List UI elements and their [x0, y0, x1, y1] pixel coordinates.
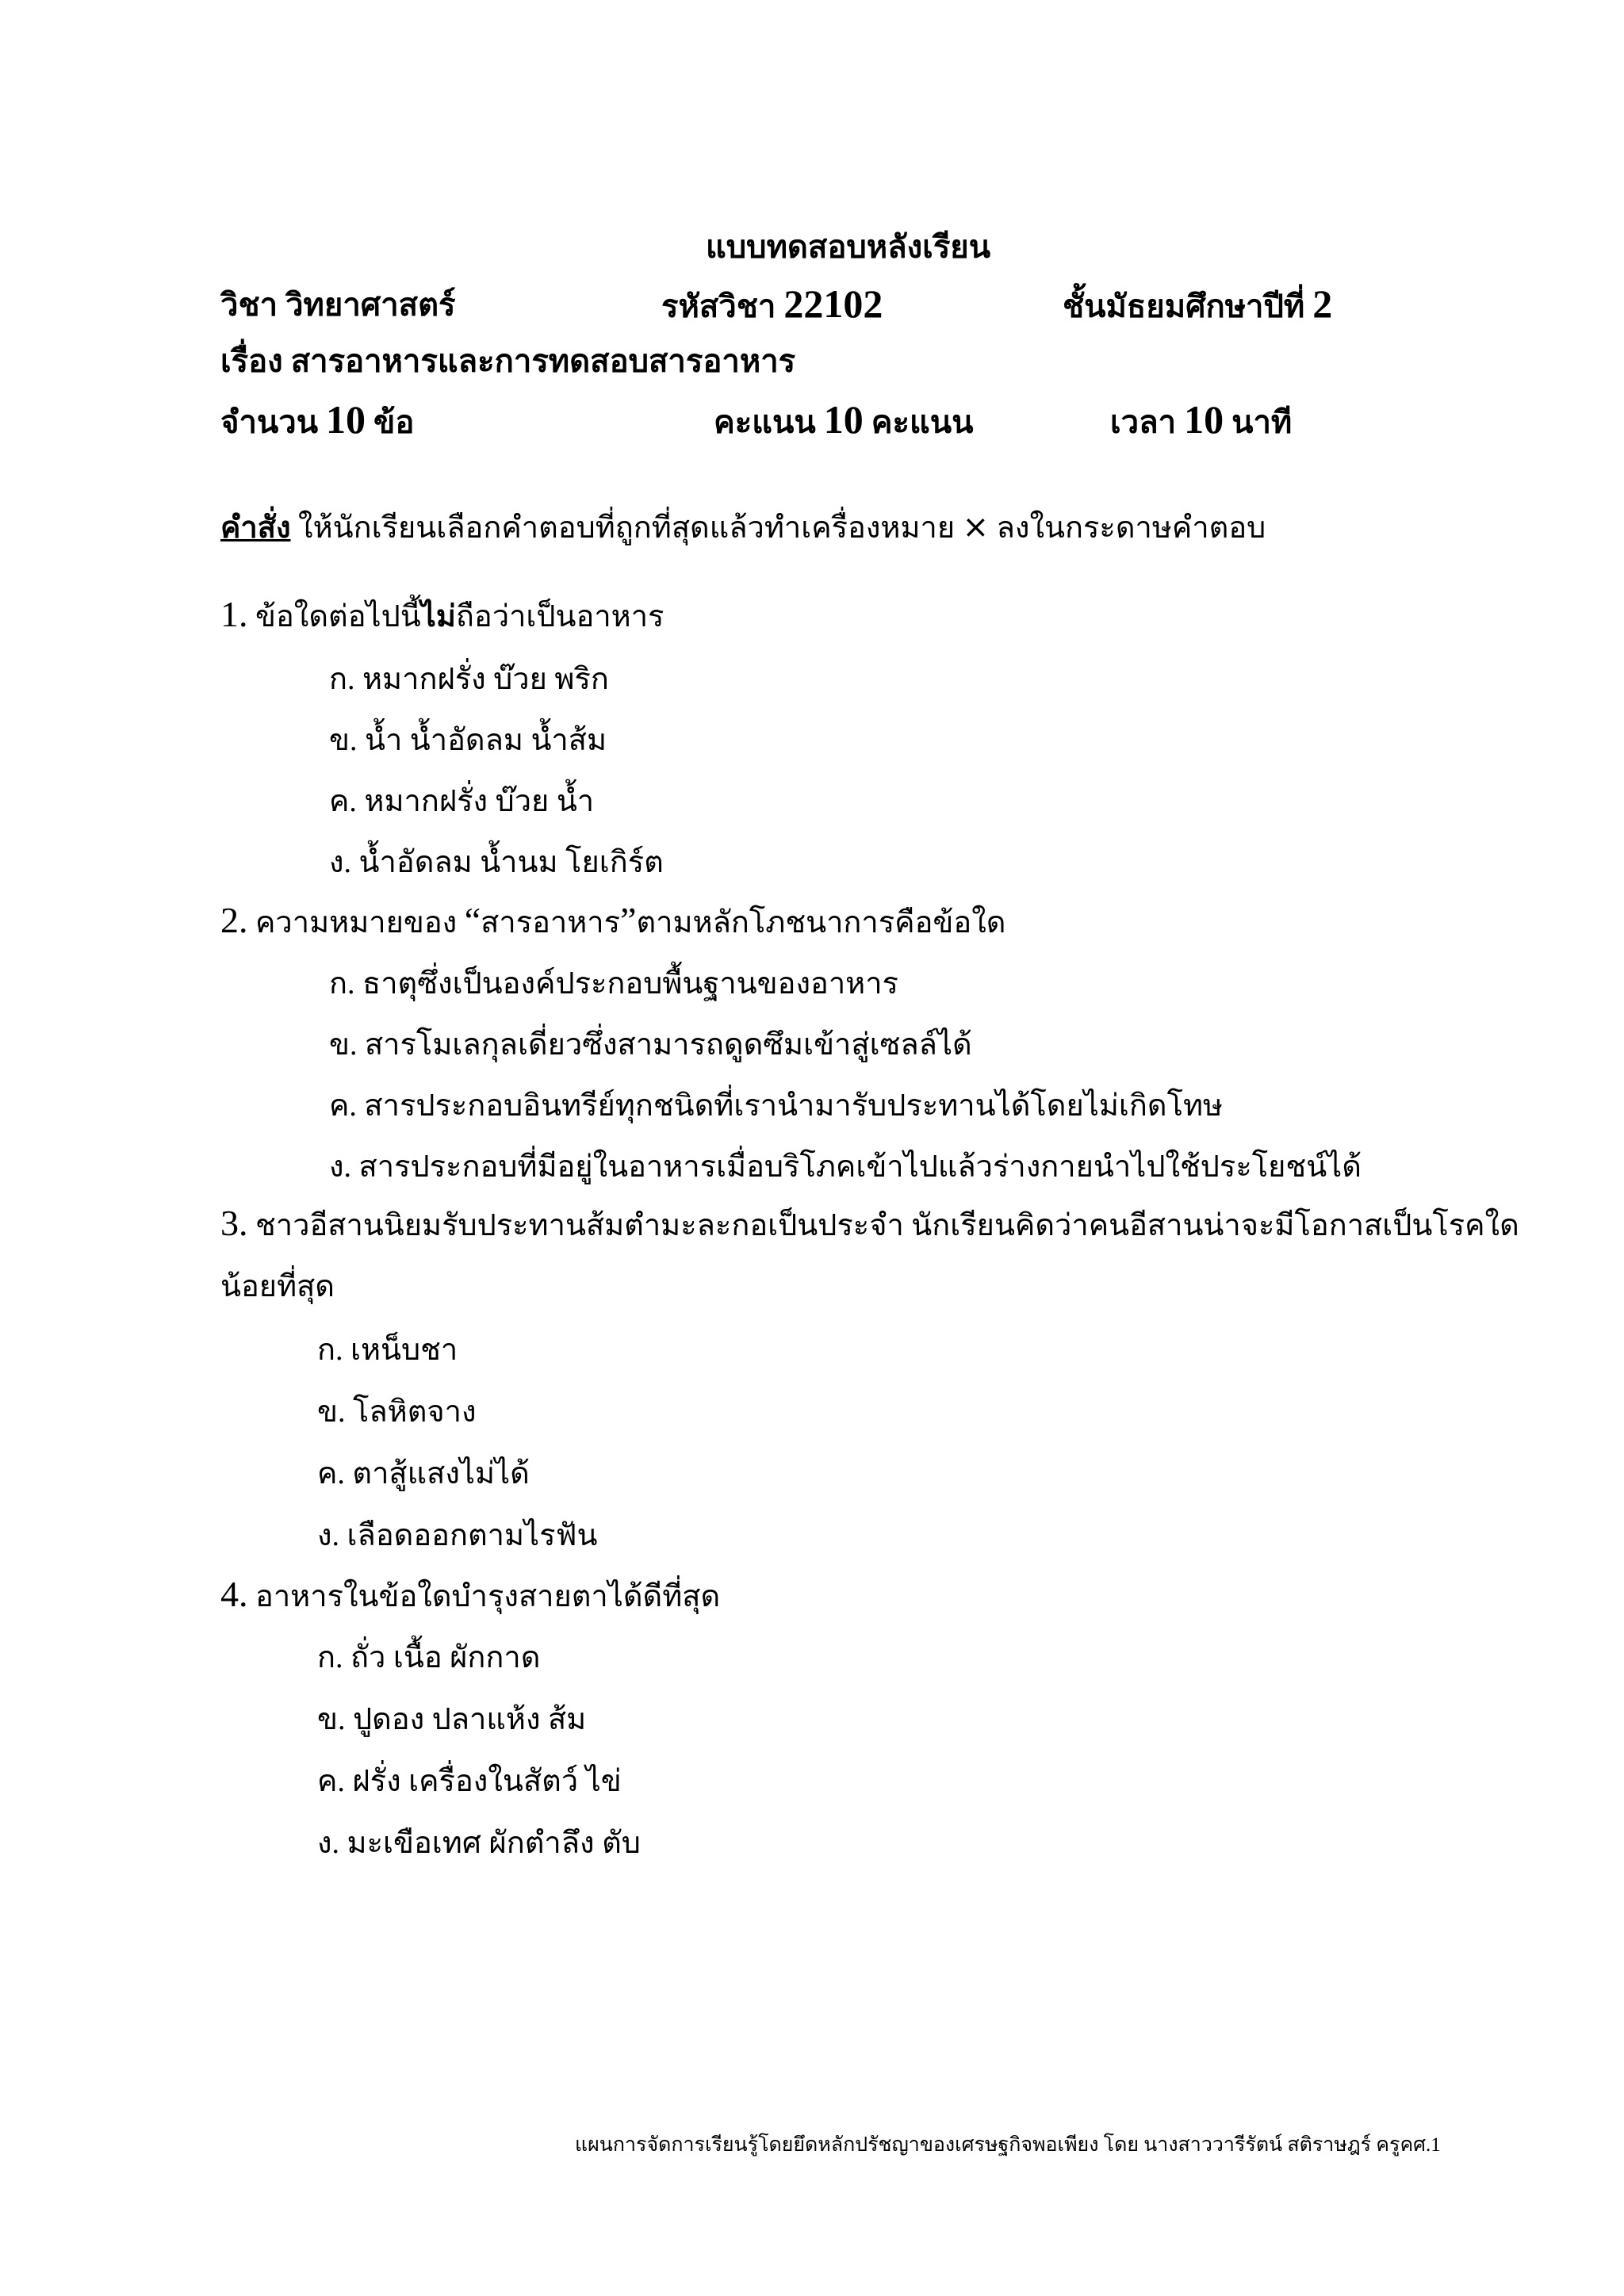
option-4d[interactable]: ง. มะเขือเทศ ผักตำลึง ตับ — [317, 1827, 641, 1860]
option-1c[interactable]: ค. หมากฝรั่ง บ๊วย น้ำ — [329, 785, 595, 818]
topic: เรื่อง สารอาหารและการทดสอบสารอาหาร — [220, 343, 796, 379]
option-4a[interactable]: ก. ถั่ว เนื้อ ผักกาด — [317, 1641, 541, 1674]
instruction-label: คำสั่ง — [220, 511, 291, 545]
count-label: จำนวน — [220, 404, 319, 440]
question-text: ชาวอีสานนิยมรับประทานส้มตำมะละกอเป็นประจำ นักเรียนคิดว่าคนอีสานน่าจะมีโอกาสเป็นโรคใด — [255, 1209, 1519, 1242]
option-1d[interactable]: ง. น้ำอัดลม น้ำนม โยเกิร์ต — [329, 846, 664, 879]
grade-label: ชั้นมัธยมศึกษาปีที่ — [1063, 289, 1305, 324]
subject-label: วิชา วิทยาศาสตร์ — [220, 287, 456, 323]
option-4b[interactable]: ข. ปูดอง ปลาแห้ง ส้ม — [317, 1703, 587, 1736]
question-quoted-term: สารอาหาร — [481, 906, 621, 939]
count-unit: ข้อ — [373, 404, 415, 440]
quote-close: ” — [620, 900, 637, 940]
instruction-text-before: ให้นักเรียนเลือกคำตอบที่ถูกที่สุดแล้วทำเครื่องหมาย — [298, 511, 956, 545]
question-text-rest: ตามหลักโภชนาการคือข้อใด — [636, 906, 1006, 939]
instruction — [220, 511, 1266, 543]
question-3-continued: น้อยที่สุด — [220, 1270, 335, 1303]
option-2c[interactable]: ค. สารประกอบอินทรีย์ทุกชนิดที่เรานำมารับประทานได้โดยไม่เกิดโทษ — [329, 1089, 1224, 1123]
quote-open: “ — [464, 900, 481, 940]
question-text: ข้อใดต่อไปนี้ — [255, 600, 421, 633]
instruction-text-after: ลงในกระดาษคำตอบ — [996, 511, 1266, 545]
question-text: อาหารในข้อใดบำรุงสายตาได้ดีที่สุด — [255, 1580, 721, 1613]
score-label: คะแนน — [714, 404, 816, 440]
question-number: 3. — [220, 1203, 248, 1243]
option-3b[interactable]: ข. โลหิตจาง — [317, 1395, 477, 1429]
question-number: 2. — [220, 900, 248, 940]
question-number: 1. — [220, 594, 248, 634]
course-code — [661, 281, 883, 326]
question-2 — [220, 902, 1005, 939]
time-label: เวลา — [1110, 404, 1177, 440]
score-value: 10 — [823, 397, 864, 442]
option-3a[interactable]: ก. เหน็บชา — [317, 1334, 458, 1367]
question-1 — [220, 596, 664, 633]
question-4 — [220, 1576, 720, 1613]
time-unit: นาที — [1231, 404, 1293, 440]
option-3d[interactable]: ง. เลือดออกตามไรฟัน — [317, 1519, 598, 1552]
question-count — [220, 397, 415, 442]
course-code-label: รหัสวิชา — [661, 289, 776, 324]
count-value: 10 — [326, 397, 366, 442]
total-score — [714, 397, 974, 442]
question-emphasis: ไม่ — [420, 600, 456, 633]
question-number: 4. — [220, 1574, 248, 1614]
course-code-value: 22102 — [783, 281, 883, 326]
grade-level — [1063, 281, 1333, 326]
option-1a[interactable]: ก. หมากฝรั่ง บ๊วย พริก — [329, 663, 609, 696]
x-mark-icon: × — [962, 509, 990, 545]
option-2a[interactable]: ก. ธาตุซึ่งเป็นองค์ประกอบพื้นฐานของอาหาร — [329, 967, 898, 1001]
option-2d[interactable]: ง. สารประกอบที่มีอยู่ในอาหารเมื่อบริโภคเข้าไปแล้วร่างกายนำไปใช้ประโยชน์ได้ — [329, 1150, 1362, 1184]
time-limit — [1110, 397, 1293, 442]
score-unit: คะแนน — [871, 404, 974, 440]
question-text: ความหมายของ — [255, 906, 458, 939]
option-4c[interactable]: ค. ฝรั่ง เครื่องในสัตว์ ไข่ — [317, 1765, 622, 1798]
page-footer: แผนการจัดการเรียนรู้โดยยึดหลักปรัชญาของเศรษฐกิจพอเพียง โดย นางสาววารีรัตน์ สติราษฎร์ ครูคศ.1 — [575, 2134, 1441, 2156]
question-3 — [220, 1205, 1519, 1242]
time-value: 10 — [1184, 397, 1224, 442]
question-text-rest: ถือว่าเป็นอาหาร — [455, 600, 665, 633]
option-1b[interactable]: ข. น้ำ น้ำอัดลม น้ำส้ม — [329, 724, 607, 757]
option-2b[interactable]: ข. สารโมเลกุลเดี่ยวซึ่งสามารถดูดซึมเข้าสู่เซลล์ได้ — [329, 1028, 972, 1062]
page-title: แบบทดสอบหลังเรียน — [706, 229, 991, 265]
grade-value: 2 — [1312, 281, 1333, 326]
option-3c[interactable]: ค. ตาสู้แสงไม่ได้ — [317, 1457, 530, 1490]
